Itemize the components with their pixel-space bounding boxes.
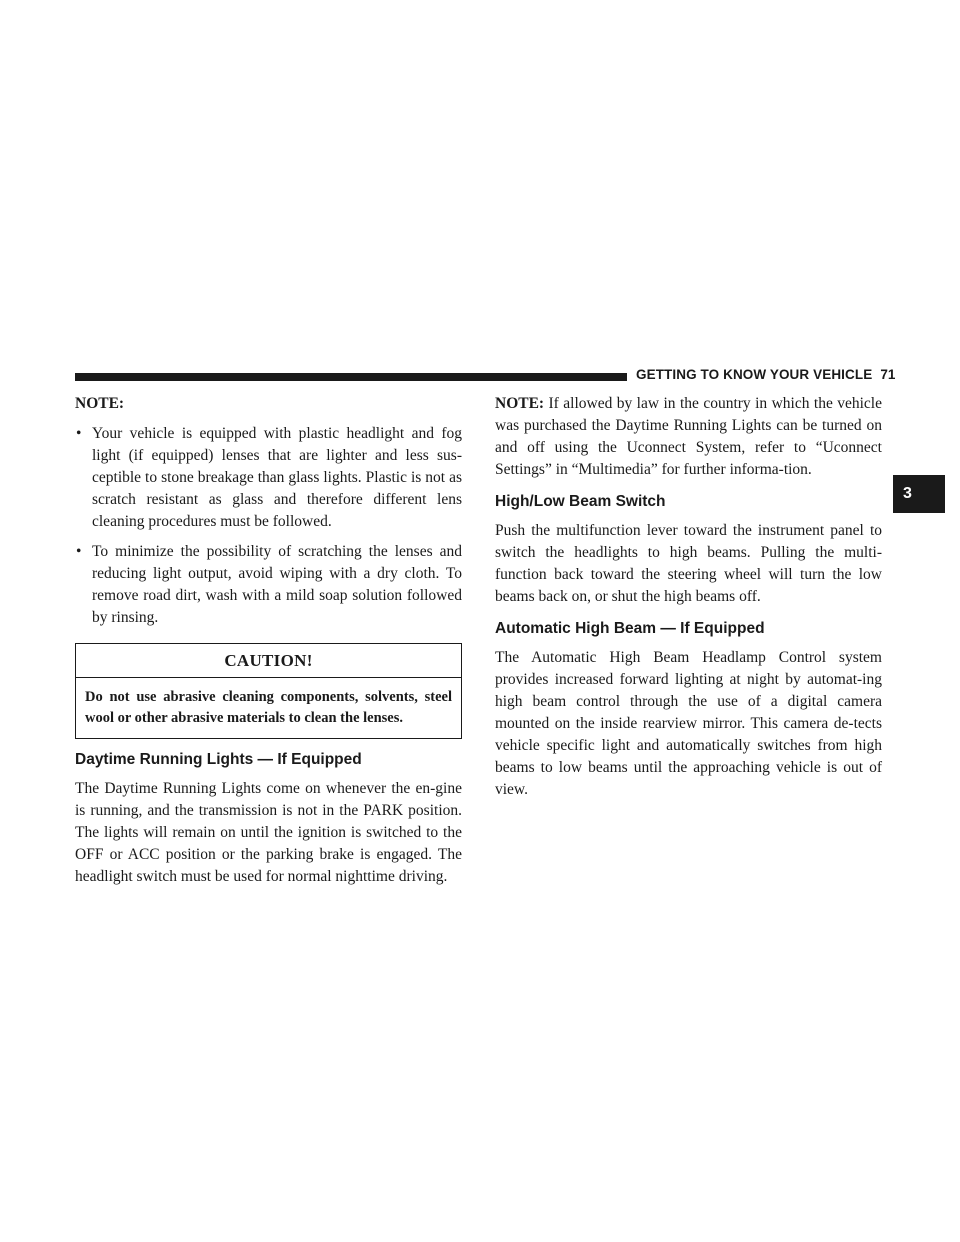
auto-high-beam-paragraph: The Automatic High Beam Headlamp Control system provides increased forward lighting at night by automat-ing high beam control through the use of a digital camera mounted on the inside rearview mirror. This camera de-tects vehicle specific light and automatically switches from high beams to low beams until the approaching vehicle is out of view. bbox=[495, 649, 882, 798]
header-rule bbox=[75, 373, 627, 381]
note-bullet-list bbox=[75, 423, 462, 629]
note-heading: NOTE: bbox=[75, 395, 125, 412]
bullet-glyph: • bbox=[76, 425, 82, 442]
right-column bbox=[495, 393, 882, 801]
bullet-text: Your vehicle is equipped with plastic headlight and fog light (if equipped) lenses that are lighter and less sus-ceptible to stone breakage than glass lights. Plastic is not as scratch resistant as glass and therefore different lens cleaning procedures must be followed. bbox=[92, 425, 462, 530]
chapter-tab: 3 bbox=[893, 475, 945, 513]
high-low-beam-paragraph: Push the multifunction lever toward the instrument panel to switch the headlights to high beams. Pulling the multi-function back toward the steering wheel will turn the low beams back on, or shut the high beams off. bbox=[495, 522, 882, 605]
note-body: If allowed by law in the country in which the vehicle was purchased the Daytime Running Lights can be turned on and off using the Uconnect System, refer to “Uconnect Settings” in “Multimedia” for further informa-tion. bbox=[495, 395, 882, 478]
bullet-text: To minimize the possibility of scratching the lenses and reducing light output, avoid wiping with a dry cloth. To remove road dirt, wash with a mild soap solution followed by rinsing. bbox=[92, 543, 462, 626]
drl-paragraph: The Daytime Running Lights come on whenever the en-gine is running, and the transmission is not in the PARK position. The lights will remain on until the ignition is switched to the OFF or ACC position or the parking brake is engaged. The headlight switch must be used for normal nighttime driving. bbox=[75, 780, 462, 885]
left-column bbox=[75, 393, 462, 888]
caution-box bbox=[75, 643, 462, 739]
page-number: 71 bbox=[880, 367, 896, 382]
list-item bbox=[75, 541, 462, 629]
note-label: NOTE: bbox=[495, 395, 545, 412]
auto-high-beam-heading: Automatic High Beam — If Equipped bbox=[495, 620, 765, 637]
caution-title: CAUTION! bbox=[76, 644, 461, 678]
drl-heading: Daytime Running Lights — If Equipped bbox=[75, 751, 362, 768]
high-low-beam-heading: High/Low Beam Switch bbox=[495, 493, 666, 510]
note-paragraph bbox=[495, 393, 882, 481]
caution-body: Do not use abrasive cleaning components, solvents, steel wool or other abrasive materials to clean the lenses. bbox=[85, 689, 452, 726]
section-title: GETTING TO KNOW YOUR VEHICLE bbox=[636, 367, 873, 382]
bullet-glyph: • bbox=[76, 543, 82, 560]
list-item bbox=[75, 423, 462, 533]
running-header bbox=[636, 367, 896, 382]
